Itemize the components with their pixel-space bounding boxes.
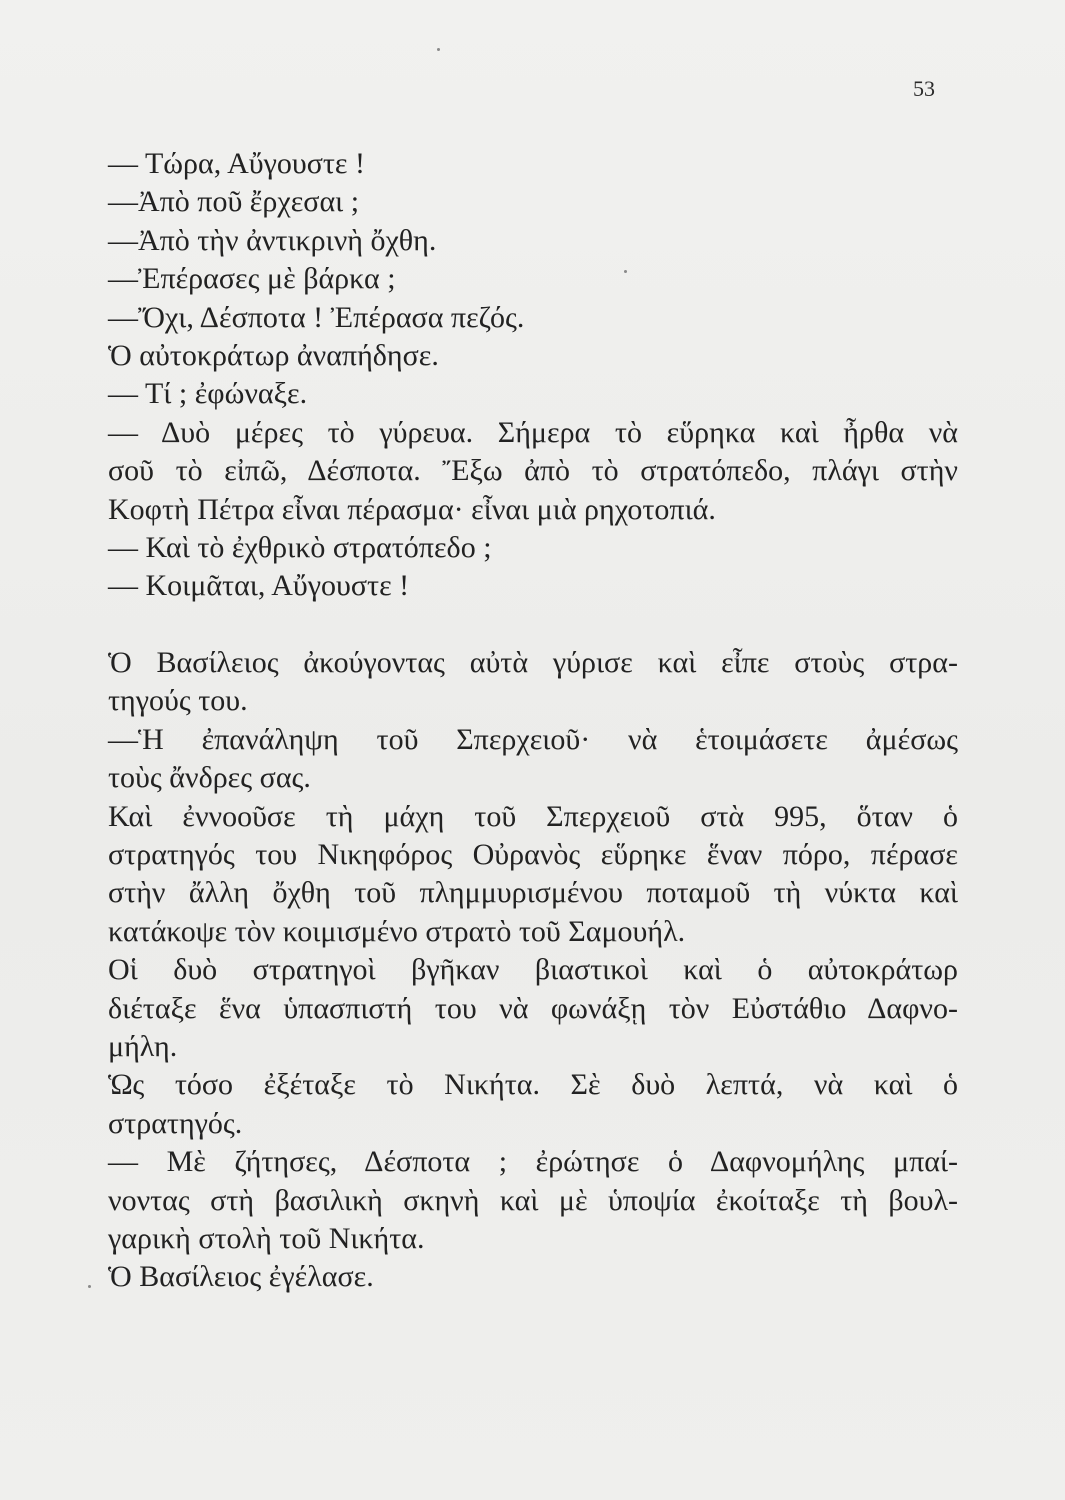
text-line: —Ἀπὸ ποῦ ἔρχεσαι ; <box>108 185 360 219</box>
text-line: —Ἐπέρασες μὲ βάρκα ; <box>108 262 396 296</box>
text-line: Ὁ αὐτοκράτωρ ἀναπήδησε. <box>108 339 439 373</box>
text-line: Ὡς τόσο ἐξέταξε τὸ Νικήτα. Σὲ δυὸ λεπτά, νὰ καὶ ὁ <box>108 1068 958 1102</box>
text-line: τηγούς του. <box>108 684 248 718</box>
text-line: στὴν ἄλλη ὄχθη τοῦ πλημμυρισμένου ποταμοῦ τὴ νύκτα καὶ <box>108 876 958 910</box>
text-line: στρατηγός. <box>108 1106 243 1140</box>
page-text <box>108 145 958 1297</box>
text-line: — Δυὸ μέρες τὸ γύρευα. Σήμερα τὸ εὕρηκα καὶ ἦρθα νὰ <box>108 415 958 449</box>
text-line: — Τί ; ἐφώναξε. <box>108 377 308 411</box>
text-line: τοὺς ἄνδρες σας. <box>108 761 311 795</box>
text-line: γαρικὴ στολὴ τοῦ Νικήτα. <box>108 1221 425 1255</box>
text-line: Οἱ δυὸ στρατηγοὶ βγῆκαν βιαστικοὶ καὶ ὁ αὐτοκράτωρ <box>108 953 958 987</box>
page-number: 53 <box>913 76 935 101</box>
ink-speck <box>437 48 440 51</box>
text-line: — Μὲ ζήτησες, Δέσποτα ; ἐρώτησε ὁ Δαφνομήλης μπαί- <box>108 1145 958 1179</box>
paragraph-gap <box>108 606 958 644</box>
text-line: νοντας στὴ βασιλικὴ σκηνὴ καὶ μὲ ὑποψία ἐκοίταξε τὴ βουλ- <box>108 1183 958 1217</box>
text-line: — Τώρα, Αὔγουστε ! <box>108 147 366 180</box>
text-line: διέταξε ἕνα ὑπασπιστή του νὰ φωνάξῃ τὸν Εὐστάθιο Δαφνο- <box>108 991 958 1025</box>
ink-speck <box>88 1285 91 1288</box>
text-line: Ὁ Βασίλειος ἐγέλασε. <box>108 1260 374 1294</box>
text-line: κατάκοψε τὸν κοιμισμένο στρατὸ τοῦ Σαμουήλ. <box>108 914 686 948</box>
text-line: Καὶ ἐννοοῦσε τὴ μάχη τοῦ Σπερχειοῦ στὰ 995, ὅταν ὁ <box>108 799 958 833</box>
text-line: στρατηγός του Νικηφόρος Οὐρανὸς εὕρηκε ἕναν πόρο, πέρασε <box>108 837 958 871</box>
text-line: —Ὄχι, Δέσποτα ! Ἐπέρασα πεζός. <box>108 300 525 334</box>
text-line: —Ἡ ἐπανάληψη τοῦ Σπερχειοῦ· νὰ ἑτοιμάσετε ἀμέσως <box>108 722 958 756</box>
text-line: σοῦ τὸ εἰπῶ, Δέσποτα. Ἔξω ἀπὸ τὸ στρατόπεδο, πλάγι στὴν <box>108 454 958 488</box>
text-line: — Καὶ τὸ ἐχθρικὸ στρατόπεδο ; <box>108 531 492 565</box>
text-line: Κοφτὴ Πέτρα εἶναι πέρασμα· εἶναι μιὰ ρηχοτοπιά. <box>108 492 716 526</box>
text-line: — Κοιμᾶται, Αὔγουστε ! <box>108 569 410 603</box>
text-line: Ὁ Βασίλειος ἀκούγοντας αὐτὰ γύρισε καὶ εἶπε στοὺς στρα- <box>108 645 958 679</box>
text-line: μήλη. <box>108 1029 178 1063</box>
text-line: —Ἀπὸ τὴν ἀντικρινὴ ὄχθη. <box>108 223 437 257</box>
